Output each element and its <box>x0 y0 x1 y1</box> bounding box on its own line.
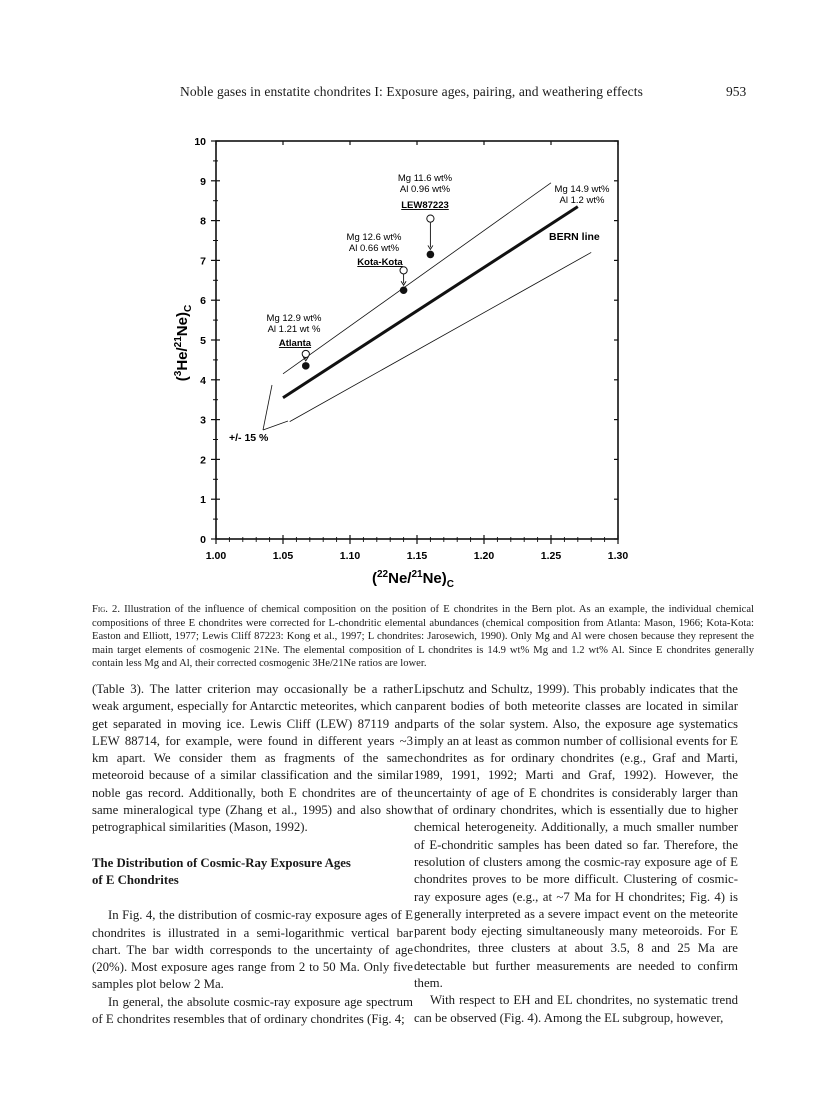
x-tick-label: 1.05 <box>272 550 294 562</box>
left-paragraph-3: In general, the absolute cosmic-ray exposure age spectrum of E chondrites resembles that of ordinary chondrites (Fig. 4; <box>92 994 413 1027</box>
y-tick-label: 3 <box>200 414 206 427</box>
caption-text: Illustration of the influence of chemical composition on the position of E chondrites in the Bern plot. As an example, the individual chemical compositions of three E chondrites were corrected for L-chondritic elemental abundances (chemical composition from Atlanta: Mason, 1966; Kota-Kota: Easton and Elliott, 1977; Lewis Cliff 87223: Kong et al., 1997; L chondrites: Jarosewich, 1990). Only Mg and Al were chosen because they represent the main target elements of cosmogenic 21Ne. The elemental composition of L chondrites is 14.9 wt% Mg and 1.2 wt% Al. Since E chondrites generally contain less Mg and Al, their corrected cosmogenic 3He/21Ne ratios are lower. <box>92 604 754 669</box>
y-label-sup: 3 <box>173 370 184 377</box>
y-tick-label: 4 <box>200 374 206 387</box>
y-tick-label: 10 <box>194 136 206 148</box>
bern-al-label: Al 1.2 wt% <box>559 195 605 206</box>
heading-line-2: of E Chondrites <box>92 872 179 887</box>
atlanta-name-label: Atlanta <box>278 338 312 349</box>
bern-line-label: BERN line <box>549 231 600 243</box>
left-paragraph-2: In Fig. 4, the distribution of cosmic-ray exposure ages of E chondrites is illustrated in a semi-logarithmic vertical bar chart. The bar width corresponds to the uncertainty of age (20%). Most exposure ages range from 2 to 50 Ma. Only five samples plot below 2 Ma. <box>92 908 413 992</box>
x-label-sup: 22 <box>377 569 389 580</box>
y-tick-label: 6 <box>200 295 206 308</box>
y-label-part: ( <box>174 376 191 382</box>
y-tick-label: 0 <box>200 534 206 546</box>
y-label-sub: C <box>183 304 194 313</box>
x-tick-label: 1.10 <box>339 550 361 562</box>
lew-al-label: Al 0.96 wt% <box>399 184 451 195</box>
x-tick-label: 1.00 <box>205 550 227 562</box>
kota-kota-filled-point <box>400 286 408 294</box>
bern-mg-label: Mg 14.9 wt% <box>554 184 610 195</box>
atlanta-al-label: Al 1.21 wt % <box>267 324 321 335</box>
kota-al-label: Al 0.66 wt% <box>348 243 400 254</box>
y-label-part: Ne) <box>174 312 191 337</box>
right-paragraph-1: Lipschutz and Schultz, 1999). This probably indicates that the parent bodies of both meteorite classes are located in similar parts of the solar system. Also, the exposure age systematics imply an at least as common number of collisional events for E chondrites as for ordinary chondrites (e.g., Graf and Marti, 1989, 1991, 1992; Marti and Graf, 1992). However, the uncertainty of age of E chondrites is considerably larger than that of ordinary chondrites, which is essentially due to higher chemical heterogeneity. Additionally, a much smaller number of E-chondritic samples has been dated so far. Therefore, the resolution of clusters among the cosmic-ray exposure age of E chondrites proves to be more difficult. Clustering of cosmic-ray exposure ages (e.g., at ~7 Ma for H chondrites; Fig. 4) is generally interpreted as a severe impact event on the meteorite parent body ejecting simultaneously many meteoroids. For E chondrites, three clusters at about 3.5, 8 and 25 Ma are detectable but further measurements are needed to confirm them. <box>414 682 738 991</box>
figure-caption <box>92 603 754 671</box>
y-tick-label: 7 <box>200 255 206 268</box>
x-label-sup: 21 <box>411 569 423 580</box>
y-tick-label: 5 <box>200 335 206 347</box>
upper-15pct-line <box>283 183 551 374</box>
kota-mg-label: Mg 12.6 wt% <box>346 232 402 243</box>
atlanta-open-point <box>302 350 309 357</box>
pm-15-label: +/- 15 % <box>229 432 269 444</box>
left-column <box>92 681 413 1028</box>
x-tick-label: 1.30 <box>607 550 629 562</box>
y-axis-ticks <box>194 136 618 546</box>
x-tick-label: 1.15 <box>406 550 428 562</box>
plot-lines <box>283 183 591 422</box>
kota-name-label: Kota-Kota <box>357 257 403 268</box>
page-number: 953 <box>726 84 747 99</box>
atlanta-filled-point <box>302 362 310 370</box>
y-tick-label: 9 <box>200 175 206 188</box>
lew-mg-label: Mg 11.6 wt% <box>397 173 453 184</box>
atlanta-mg-label: Mg 12.9 wt% <box>266 313 322 324</box>
running-title: Noble gases in enstatite chondrites I: Exposure ages, pairing, and weathering effects <box>180 84 643 99</box>
x-label-part: Ne) <box>422 570 447 587</box>
y-label-part: He/ <box>174 347 191 371</box>
lew-name-label: LEW87223 <box>401 200 449 211</box>
x-label-sub: C <box>446 579 454 590</box>
left-paragraph-1: (Table 3). The latter criterion may occasionally be a rather weak argument, especially for Antarctic meteorites, which can get separated in moving ice. Lewis Cliff (LEW) 87119 and LEW 88714, for example, were found in different years ~3 km apart. We consider them as fragments of the same meteoroid because of a similar classification and the similar noble gas record. Additionally, both E chondrites are of the same mineralogical type (Zhang et al., 1995) and also show petrographical similarities (Mason, 1992). <box>92 682 413 835</box>
right-paragraph-2: With respect to EH and EL chondrites, no systematic trend can be observed (Fig. 4). Among the EL subgroup, however, <box>414 993 738 1025</box>
right-column <box>414 681 738 1027</box>
y-tick-label: 8 <box>200 215 206 228</box>
x-label-part: ( <box>372 570 377 587</box>
pm-pointer-lower <box>263 421 288 430</box>
lew87223-open-point <box>427 215 434 222</box>
y-tick-label: 1 <box>200 494 206 507</box>
x-label-part: Ne/ <box>388 570 412 587</box>
x-axis-label <box>372 569 454 590</box>
heading-line-1: The Distribution of Cosmic-Ray Exposure Ages <box>92 855 351 870</box>
lew87223-filled-point <box>427 251 435 259</box>
x-tick-label: 1.20 <box>473 550 495 562</box>
caption-fig-label: Fig. 2. <box>92 604 121 615</box>
y-label-sup: 21 <box>173 336 184 348</box>
y-tick-label: 2 <box>200 454 206 467</box>
y-axis-label <box>173 305 194 381</box>
pm-pointer-upper <box>263 385 272 430</box>
section-heading <box>92 855 413 890</box>
x-tick-label: 1.25 <box>540 550 562 562</box>
